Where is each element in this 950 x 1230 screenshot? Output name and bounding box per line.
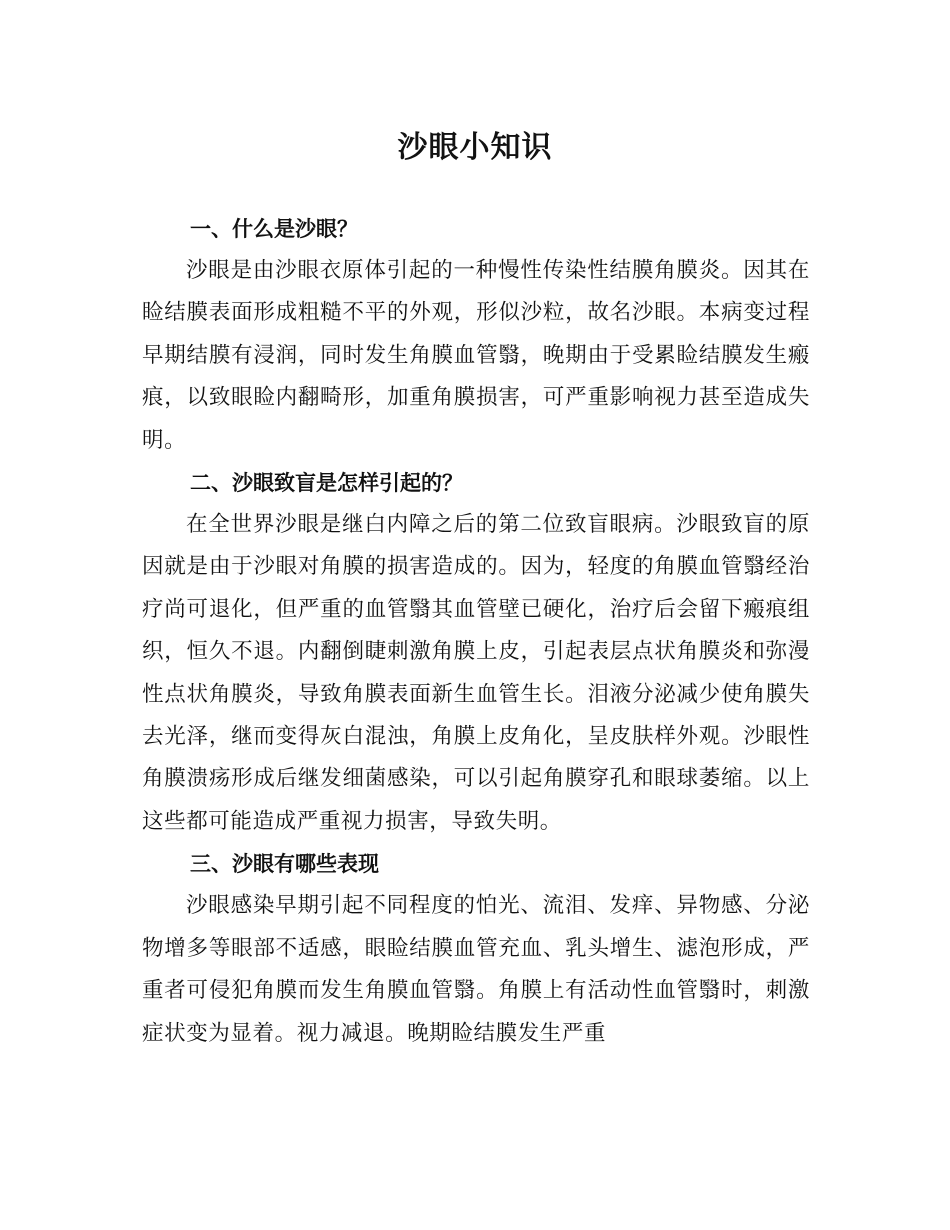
section-trachoma-blindness-cause bbox=[142, 462, 810, 843]
document-body bbox=[142, 208, 810, 1055]
section-trachoma-symptoms bbox=[142, 843, 810, 1055]
document-title: 沙眼小知识 bbox=[397, 130, 553, 165]
section-heading: 三、沙眼有哪些表现 bbox=[190, 852, 379, 877]
section-heading: 二、沙眼致盲是怎样引起的？ bbox=[190, 471, 463, 496]
section-paragraph: 在全世界沙眼是继白内障之后的第二位致盲眼病。沙眼致盲的原因就是由于沙眼对角膜的损害造成的。因为，轻度的角膜血管翳经治疗尚可退化，但严重的血管翳其血管壁已硬化，治疗后会留下瘢痕组织，恒久不退。内翻倒睫刺激角膜上皮，引起表层点状角膜炎和弥漫性点状角膜炎，导致角膜表面新生血管生长。泪液分泌减少使角膜失去光泽，继而变得灰白混浊，角膜上皮角化，呈皮肤样外观。沙眼性角膜溃疡形成后继发细菌感染，可以引起角膜穿孔和眼球萎缩。以上这些都可能造成严重视力损害，导致失明。 bbox=[142, 512, 810, 834]
section-paragraph: 沙眼感染早期引起不同程度的怕光、流泪、发痒、异物感、分泌物增多等眼部不适感，眼睑结膜血管充血、乳头增生、滤泡形成，严重者可侵犯角膜而发生角膜血管翳。角膜上有活动性血管翳时，刺激症状变为显着。视力减退。晚期睑结膜发生严重 bbox=[142, 893, 810, 1046]
section-paragraph: 沙眼是由沙眼衣原体引起的一种慢性传染性结膜角膜炎。因其在睑结膜表面形成粗糙不平的外观，形似沙粒，故名沙眼。本病变过程早期结膜有浸润，同时发生角膜血管翳，晚期由于受累睑结膜发生瘢痕，以致眼睑内翻畸形，加重角膜损害，可严重影响视力甚至造成失明。 bbox=[142, 258, 810, 453]
section-what-is-trachoma bbox=[142, 208, 810, 462]
section-heading: 一、什么是沙眼？ bbox=[190, 217, 358, 241]
